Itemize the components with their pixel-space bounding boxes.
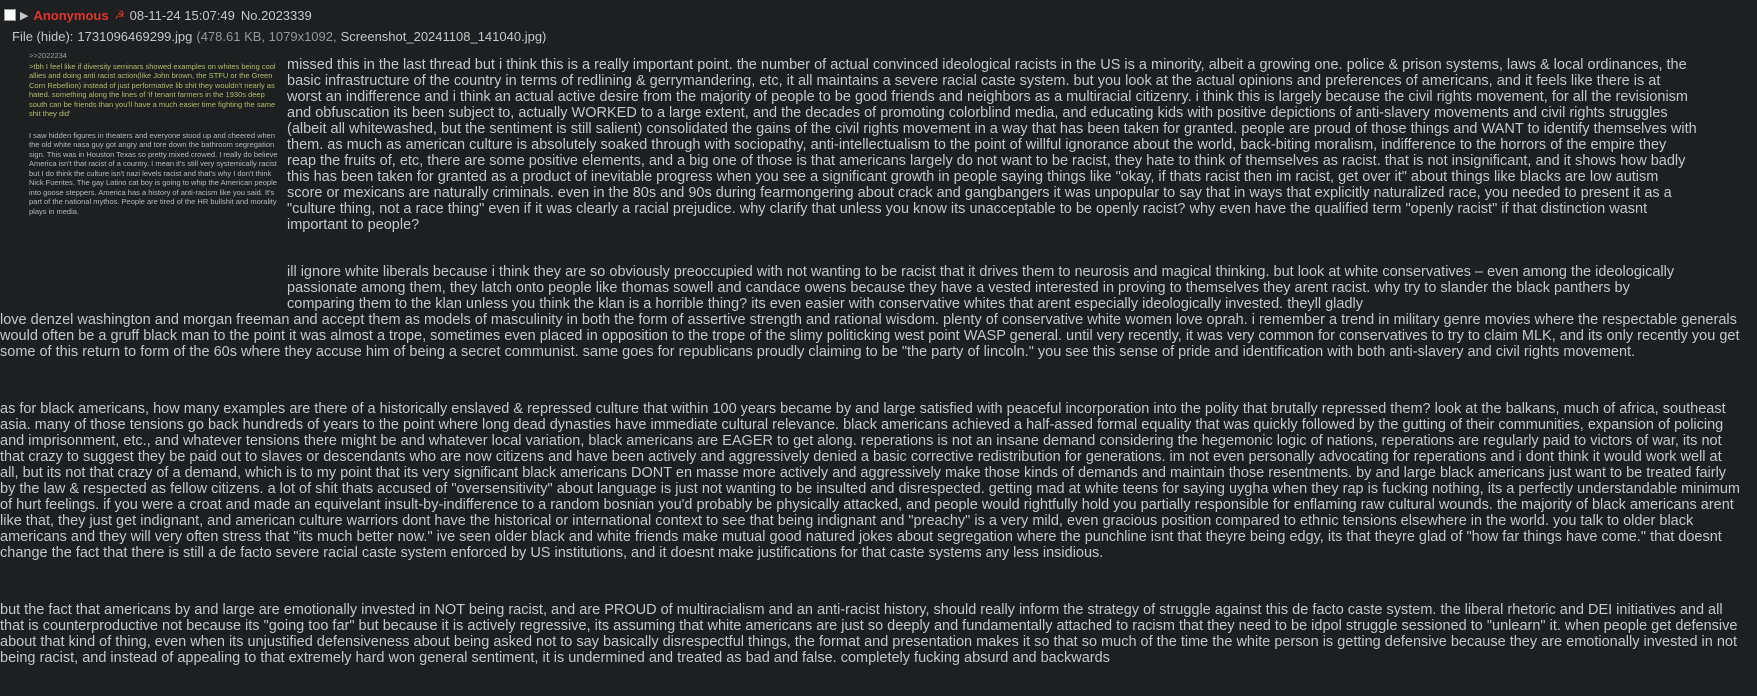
post-checkbox[interactable] — [4, 9, 16, 21]
hammer-sickle-flag-icon: ☭ — [114, 8, 125, 22]
file-link[interactable]: 1731096469299.jpg — [77, 28, 193, 44]
post-paragraph-2: ill ignore white liberals because i think they are so obviously preoccupied with not wanting to be racist that it drives them to neurosis and magical thinking. but look at white conservatives – even among the ideologically passionate among them, they latch onto people like thomas sowell and candace owens because they have a vested interested in proving to themselves they arent racist. why try to slander the black panthers by comparing them to the klan unless you think the klan is a horrible thing? its even easier with conservative whites that arent especially ideologically invested. theyll gladly — [287, 264, 1675, 312]
thumbnail-greentext: >tbh I feel like if diversity seminars showed examples on whites being cool allies and doing anti racist action(like John brown, the STFU or the Green Corn Rebellion) instead of just performative lib shit they wouldn't nearly as hated. something along the lines of 'if tenant farmers in the 1930s deep south can be friends than you'll have a much easier time fighting the same shit they did' — [29, 61, 276, 118]
post-header — [4, 6, 312, 24]
file-info — [12, 27, 546, 45]
file-meta: (478.61 KB, 1079x1092, — [196, 28, 337, 44]
post-datetime: 08-11-24 15:07:49 — [129, 7, 235, 23]
thumbnail-body-text: I saw hidden figures in theaters and everyone stood up and cheered when the old white nasa guy got angry and tore down the bathroom segregation sign. This was in Houston Texas so pretty mixed crowed. I really do believe America isn't that racist of a country. I mean it's still very systemically racist but I do think the culture isn't nazi levels racist and that's why I don't think Nick Fuentes. The gay Latino cat boy is going to whip the American people into goose steppers. America has a history of anti-racism like you said. It's part of the national mythos. People are tired of the HR bullshit and morality plays in media. — [29, 130, 278, 216]
file-label: File ( — [12, 28, 41, 44]
post-paragraph-3: as for black americans, how many examples are there of a historically enslaved & repressed culture that within 100 years became by and large satisfied with peaceful incorporation into the polity that brutally repressed them? look at the balkans, much of africa, southeast asia. many of those tensions go back hundreds of years to the point where long dead dynasties have immediate cultural relevance. black americans achieved a half-assed formal equality that was quickly followed by the gutting of their communities, expansion of policing and imprisonment, etc., and whatever tensions there might be and whatever local variation, black americans are EAGER to get along. reperations is not an insane demand considering the hegemonic logic of nations, reperations are regularly paid to victors of war, its not that crazy to suggest they be paid out to slaves or descendants who are now citizens and have been actively and aggressively denied a basic corrective redistribution for generations. im not even personally advocating for reperations and i dont think it would work well at all, but its not that crazy of a demand, which is to my point that its very significant black americans DONT en masse more actively and aggressively make those kinds of demands and maintain those resentments. by and large black americans just want to be treated fairly by the law & respected as fellow citizens. a lot of shit thats accused of "oversensitivity" about language is just not wanting to be insulted and disrespected. getting mad at white teens for saying uygha when they rap is fucking nothing, its a perfectly understandable minimum of hurt feelings. if you were a croat and made an equivelant insult-by-indifference to a random bosnian you'd probably be physically attacked, and people would rightfully hold you partially responsible for enflaming raw cultural wounds. the majority of black americans arent like that, they just get indignant, and american culture warriors dont have the historical or international context to see that being indignant and "preachy" is a very mild, even gracious position compared to ethnic tensions elsewhere in the world. you talk to older black americans and they will very often stress that "its much better now." ive seen older black and white friends make mutual good natured jokes about segregation where the punchline isnt that theyre being edgy, its that theyre glad of "how far things have come." that doesnt change the fact that there is still a de facto severe racial caste system enforced by US institutions, and it doesnt make justifications for that caste systems any less insidious. — [0, 401, 1740, 561]
file-label-close: ): — [65, 28, 74, 44]
post-image-thumbnail[interactable] — [29, 51, 279, 301]
file-original-name: Screenshot_20241108_141040.jpg) — [340, 28, 547, 44]
thumbnail-reply-ref: >>2022234 — [29, 51, 67, 60]
post-number-link[interactable]: No.2023339 — [240, 7, 312, 23]
post-paragraph-4: but the fact that americans by and large are emotionally invested in NOT being racist, and are PROUD of multiracialism and an anti-racist history, should really inform the strategy of struggle against this de facto caste system. the liberal rhetoric and DEI initiatives and all that is counterproductive not because its "going too far" but because it is actively regressive, its assuming that white americans are just so deeply and fundamentally attached to racism that they need to be idpol struggle sessioned to "unlearn" it. when people get defensive about that kind of thing, even when its unjustified defensiveness about being asked not to say basically disrespectful things, the format and presentation makes it so that so much of the time the white person is getting defensive because they are emotionally invested in not being racist, and instead of appealing to that extremely hard won general sentiment, it is undermined and treated as bad and false. completely fucking absurd and backwards — [0, 602, 1738, 666]
file-hide-link[interactable]: hide — [40, 28, 66, 44]
post-paragraph-1: missed this in the last thread but i think this is a really important point. the number of actual convinced ideological racists in the US is a minority, albeit a growing one. police & prison systems, laws & local ordinances, the basic infrastructure of the country in terms of redlining & gerrymandering, etc, it all maintains a severe racial caste system. but you look at the actual opinions and preferences of americans, and it feels like there is at worst an indifference and i think an actual active desire from the majority of people to be good friends and neighbors as a multiracial citizenry. i think this is largely because the civil rights movement, for all the revisionism and obfuscation its been subject to, actually WORKED to a large extent, and the decades of promoting colorblind media, and educating kids with positive depictions of anti-slavery movements and civil rights struggles (albeit all whitewashed, but the sentiment is still salient) consolidated the gains of the civil rights movement in a way that has been taken for granted. people are proud of those things and WANT to identify themselves with them. as much as american culture is absolutely soaked through with sociopathy, anti-intellectualism to the point of willful ignorance about the world, back-biting moralism, indifference to the horrors of the empire they reap the fruits of, etc, there are some positive elements, and a big one of those is that americans largely do not want to be racist, they hate to think of themselves as racist. that is not insignificant, and it shows how badly this has been taken for granted as a product of inevitable progress when you see a significant growth in people saying things like "okay, if thats racist then im racist, get over it" about things like blacks are low autism score or mexicans are naturally criminals. even in the 80s and 90s during fearmongering about crack and gangbangers it was unpopular to say that in ways that explicitly naturalized race, you needed to present it as a "culture thing, not a race thing" even if it was clearly a racial prejudice. why clarify that unless you know its unacceptable to be openly racist? why even have the qualified term "openly racist" if that distinction wasnt important to people? — [287, 57, 1697, 233]
poster-name: Anonymous — [33, 7, 109, 23]
post-menu-arrow-icon[interactable]: ▶ — [20, 9, 29, 22]
post-paragraph-2-continued: love denzel washington and morgan freeman and accept them as models of masculinity in both the form of assertive strength and rational wisdom. plenty of conservative white women love oprah. i remember a trend in military genre movies where the respectable generals would often be a gruff black man to the point it was almost a trope, sometimes even placed in opposition to the trope of the slimy politicking west point WASP general. until very recently, it was very common for conservatives to try to claim MLK, and its only recently you get some of this return to form of the 60s where they accuse him of being a secret communist. same goes for republicans proudly claiming to be "the party of lincoln." you see this sense of pride and identification with both anti-slavery and civil rights movement. — [0, 312, 1740, 360]
